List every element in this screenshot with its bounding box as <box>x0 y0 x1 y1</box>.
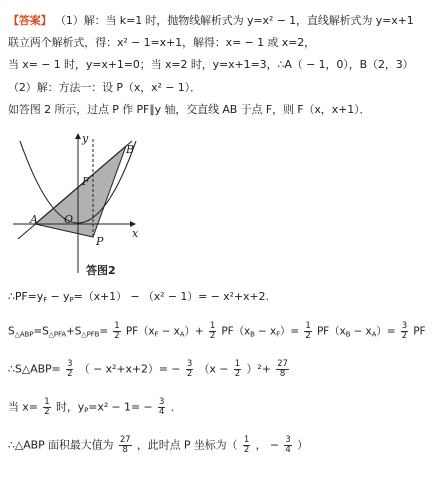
answer-line-4: （2）解：方法一：设 P（x，x² − 1）． <box>8 81 201 94</box>
fraction-three-half-2: $\frac{3}{2}$ <box>67 359 73 379</box>
step-s-abp <box>8 360 291 379</box>
fraction-half-1: $\frac{1}{2}$ <box>114 321 120 341</box>
area-t8: ）= <box>376 325 396 338</box>
area-t4: − x <box>254 325 277 338</box>
pf-rest: =（x+1） − （x² − 1）= − x²+x+2. <box>73 290 269 303</box>
label-b: B <box>126 143 135 156</box>
max-mid: ，此时点 P 坐标为（ <box>136 438 238 452</box>
area-t6: PF（x <box>316 325 346 338</box>
area-plus: +S <box>66 325 82 338</box>
pf-text: ∴PF=y <box>8 290 44 303</box>
fraction-half-4: $\frac{1}{2}$ <box>234 359 241 379</box>
answer-tag: 【答案】 <box>8 14 52 27</box>
area-eq: = <box>99 325 109 338</box>
pf-sub-f: F <box>43 296 48 304</box>
step-pf <box>8 290 269 307</box>
pf-sub-p: P <box>69 296 74 304</box>
fraction-27-8: $\frac{27}{8}$ <box>277 359 288 379</box>
area-s1: S <box>8 325 15 338</box>
fraction-3-4-2: $\frac{3}{4}$ <box>285 435 291 455</box>
fraction-half-6: $\frac{1}{2}$ <box>243 435 250 455</box>
area-t9: PF <box>413 325 426 338</box>
answer-text-1: （1）解：当 k=1 时，抛物线解析式为 y=x² − 1，直线解析式为 y=x+1 <box>55 14 414 27</box>
s-mid2: （x − <box>198 362 229 376</box>
answer-line-1 <box>8 14 414 28</box>
label-p: P <box>96 235 104 248</box>
fraction-27-8-2: $\frac{27}{8}$ <box>119 435 131 455</box>
fraction-half-3: $\frac{1}{2}$ <box>305 321 311 341</box>
step-when <box>8 398 182 418</box>
area-sub-f2: F <box>276 330 281 339</box>
figure-diagram <box>8 133 148 281</box>
s-mid1: （ − x²+x+2）= − <box>78 362 181 376</box>
pf-mid: − y <box>47 290 70 303</box>
area-sub-a: A <box>179 330 185 339</box>
area-t2: ）+ <box>184 325 204 338</box>
area-t3: PF（x <box>221 325 251 338</box>
fraction-half-2: $\frac{1}{2}$ <box>209 321 216 341</box>
when-mid: 时，y <box>55 400 85 414</box>
label-y: y <box>82 133 89 145</box>
max-end: ） <box>297 438 309 452</box>
area-sub-a2: A <box>371 330 377 339</box>
when-end: ． <box>170 400 182 414</box>
fraction-3-4: $\frac{3}{4}$ <box>158 397 165 417</box>
step-max <box>8 436 308 455</box>
fraction-three-half-3: $\frac{3}{2}$ <box>186 359 193 379</box>
area-sub-b2: B <box>345 330 351 339</box>
y-axis-arrow <box>75 133 81 139</box>
area-t5: ）= <box>280 325 300 338</box>
when-prefix: 当 x= <box>8 400 38 414</box>
area-s3-sub: △PFB <box>81 330 100 339</box>
s-prefix: ∴S△ABP= <box>8 362 61 376</box>
area-s2-sub: △PFA <box>48 330 67 339</box>
area-s1-sub: △ABP <box>14 330 34 339</box>
fraction-half-5: $\frac{1}{2}$ <box>44 397 50 417</box>
answer-line-2: 联立两个解析式，得：x² − 1=x+1，解得：x= − 1 或 x=2， <box>8 36 316 49</box>
area-t7: − x <box>350 325 372 338</box>
when-sub: P <box>84 406 89 415</box>
figure-caption: 答图2 <box>86 264 116 277</box>
area-eq1: =S <box>33 325 49 338</box>
max-prefix: ∴△ABP 面积最大值为 <box>8 438 114 452</box>
when-rest: =x² − 1= − <box>88 400 153 414</box>
max-comma: ， − <box>255 438 279 452</box>
label-f: F <box>82 175 90 188</box>
label-x: x <box>132 227 139 240</box>
answer-line-3: 当 x= − 1 时，y=x+1=0；当 x=2 时，y=x+1=3，∴A（ − 1，0），B（2，3） <box>8 58 414 71</box>
label-o: O <box>64 213 74 226</box>
area-t1: PF（x <box>125 325 155 338</box>
step-area <box>8 322 425 342</box>
area-sub-f: F <box>154 330 159 339</box>
s-mid3: ）²+ <box>246 362 271 376</box>
fraction-three-half: $\frac{3}{2}$ <box>401 321 408 341</box>
area-minus: − x <box>158 325 180 338</box>
area-sub-b: B <box>250 330 255 339</box>
answer-line-5: 如答图 2 所示，过点 P 作 PF∥y 轴，交直线 AB 于点 F，则 F（x，x+1）． <box>8 103 371 116</box>
label-a: A <box>30 213 38 226</box>
